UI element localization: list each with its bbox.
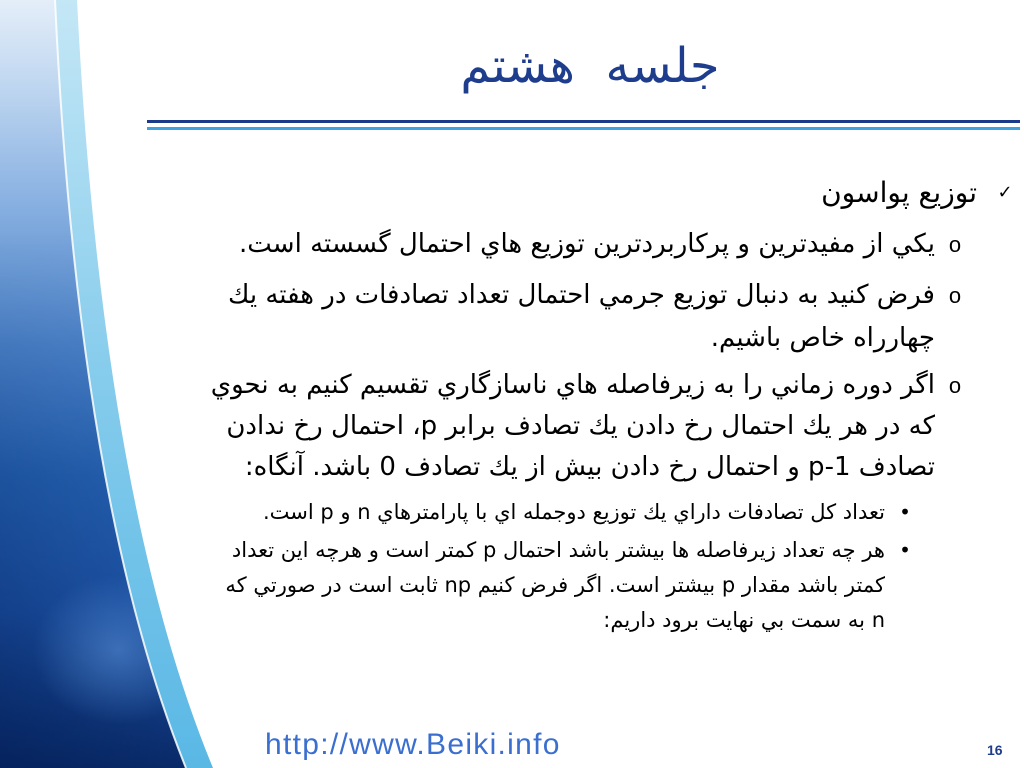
text-line: تصادف 1-p و احتمال رخ دادن بيش از يك تصادف 0 باشد. آنگاه: bbox=[244, 452, 935, 482]
section-heading bbox=[154, 173, 1014, 213]
section-heading-text: توزيع پواسون bbox=[821, 176, 977, 209]
text-line: هر چه تعداد زيرفاصله ها بيشتر باشد احتمال p كمتر است و هرچه اين تعداد bbox=[231, 538, 885, 562]
dot-bullet-icon: • bbox=[899, 500, 911, 524]
dot-bullet-icon: • bbox=[899, 538, 911, 562]
text-line: يكي از مفيدترين و پركاربردترين توزيع هاي احتمال گسسته است. bbox=[239, 229, 935, 259]
bullet-item-text bbox=[164, 274, 964, 360]
text-line: كه در هر يك احتمال رخ دادن يك تصادف برابر p، احتمال رخ ندادن bbox=[226, 411, 935, 441]
sub-bullet-item bbox=[182, 495, 912, 530]
circle-bullet-icon: o bbox=[948, 232, 962, 257]
sub-bullet-item-text bbox=[182, 495, 912, 530]
bullet-item bbox=[164, 224, 964, 265]
title-underline-light bbox=[147, 127, 1020, 130]
title-underline-dark bbox=[147, 120, 1020, 123]
bullet-item bbox=[164, 274, 964, 360]
bullet-item bbox=[164, 365, 964, 488]
sub-bullet-item bbox=[182, 533, 912, 638]
slide-title: جلسه هشتم bbox=[460, 38, 720, 94]
bullet-item-text bbox=[164, 224, 964, 265]
page-number: 16 bbox=[987, 742, 1003, 758]
bullet-item-text bbox=[164, 365, 964, 488]
footer-url: http://www.Beiki.info bbox=[265, 728, 561, 761]
text-line: اگر دوره زماني را به زيرفاصله هاي ناسازگاري تقسيم كنيم به نحوي bbox=[210, 370, 935, 400]
section-heading-lines bbox=[154, 173, 1014, 213]
text-line: كمتر باشد مقدار p بيشتر است. اگر فرض كنيم np ثابت است در صورتي كه bbox=[225, 573, 885, 597]
checkmark-icon: ✓ bbox=[997, 182, 1013, 203]
circle-bullet-icon: o bbox=[948, 373, 962, 398]
text-line: n به سمت بي نهايت برود داريم: bbox=[603, 608, 885, 632]
text-line: تعداد كل تصادفات داراي يك توزيع دوجمله اي با پارامترهاي n و p است. bbox=[262, 500, 885, 524]
sub-bullet-item-text bbox=[182, 533, 912, 638]
text-line: چهارراه خاص باشيم. bbox=[710, 323, 935, 353]
circle-bullet-icon: o bbox=[948, 283, 962, 308]
text-line: فرض كنيد به دنبال توزيع جرمي احتمال تعداد تصادفات در هفته يك bbox=[227, 280, 935, 310]
